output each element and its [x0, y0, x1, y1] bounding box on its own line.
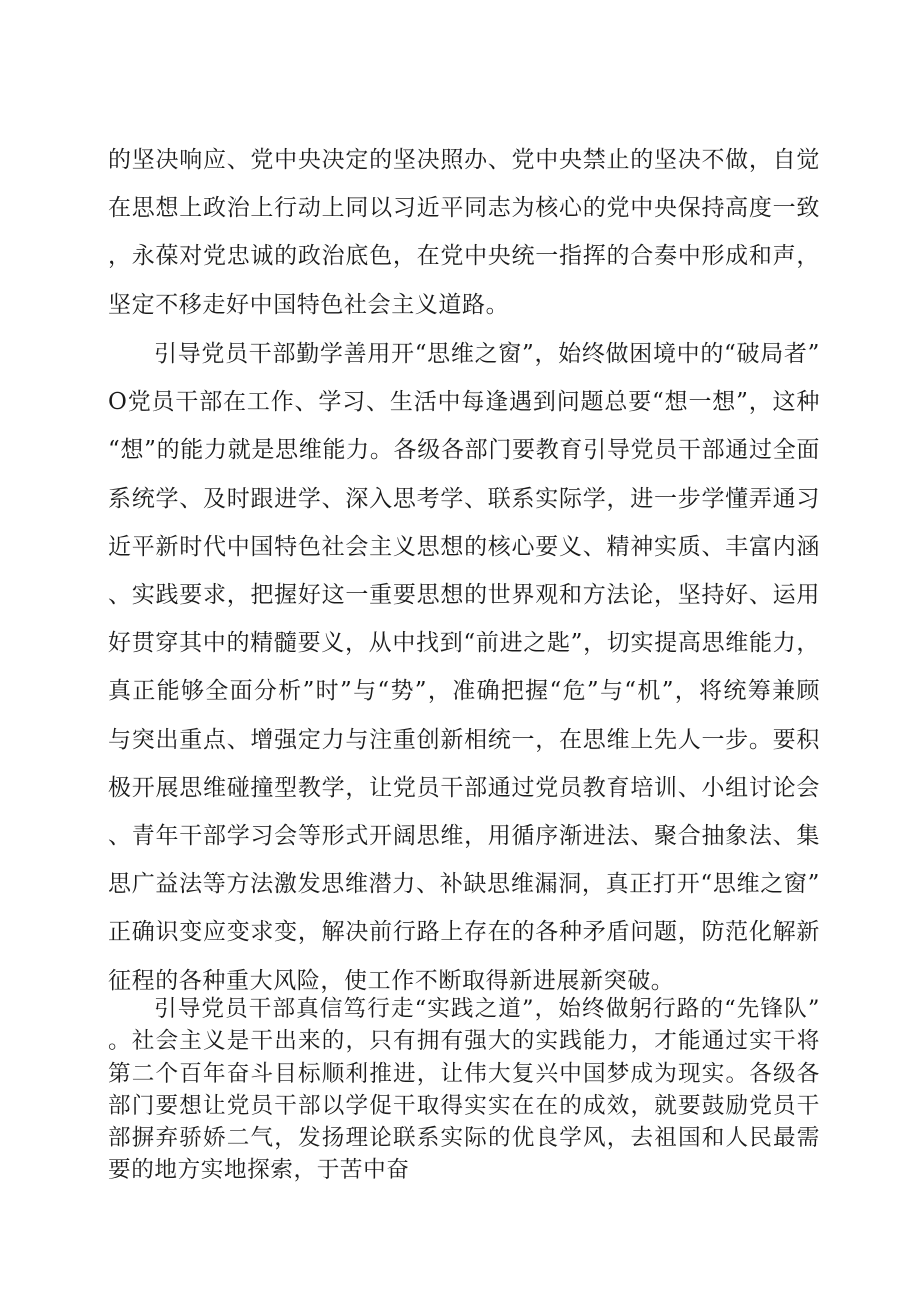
paragraph-political-alignment: 的坚决响应、党中央决定的坚决照办、党中央禁止的坚决不做，自觉在思想上政治上行动上同以习近平同志为核心的党中央保持高度一致，永葆对党忠诚的政治底色，在党中央统一指挥的合奏中形成和声，坚定不移走好中国特色社会主义道路。 — [108, 147, 820, 318]
paragraph-practice-path: 引导党员干部真信笃行走“实践之道”，始终做躬行路的“先锋队”。社会主义是干出来的，只有拥有强大的实践能力，才能通过实干将第二个百年奋斗目标顺利推进，让伟大复兴中国梦成为现实。各级各部门要想让党员干部以学促干取得实实在在的成效，就要鼓励党员干部摒弃骄娇二气，发扬理论联系实际的优良学风，去祖国和人民最需要的地方实地探索，于苦中奋 — [108, 996, 820, 1184]
paragraph-thinking-window: 引导党员干部勤学善用开“思维之窗”，始终做困境中的“破局者”O党员干部在工作、学习、生活中每逢遇到问题总要“想一想”，这种“想”的能力就是思维能力。各级各部门要教育引导党员干部通过全面系统学、及时跟进学、深入思考学、联系实际学，进一步学懂弄通习近平新时代中国特色社会主义思想的核心要义、精神实质、丰富内涵、实践要求，把握好这一重要思想的世界观和方法论，坚持好、运用好贯穿其中的精髓要义，从中找到“前进之匙”，切实提高思维能力，真正能够全面分析”时”与“势”，准确把握“危”与“机”，将统筹兼顾与突出重点、增强定力与注重创新相统一，在思维上先人一步。要积极开展思维碰撞型教学，让党员干部通过党员教育培训、小组讨论会、青年干部学习会等形式开阔思维，用循序渐进法、聚合抽象法、集思广益法等方法激发思维潜力、补缺思维漏洞，真正打开“思维之窗”正确识变应变求变，解决前行路上存在的各种矛盾问题，防范化解新征程的各种重大风险，使工作不断取得新进展新突破。 — [108, 341, 820, 994]
